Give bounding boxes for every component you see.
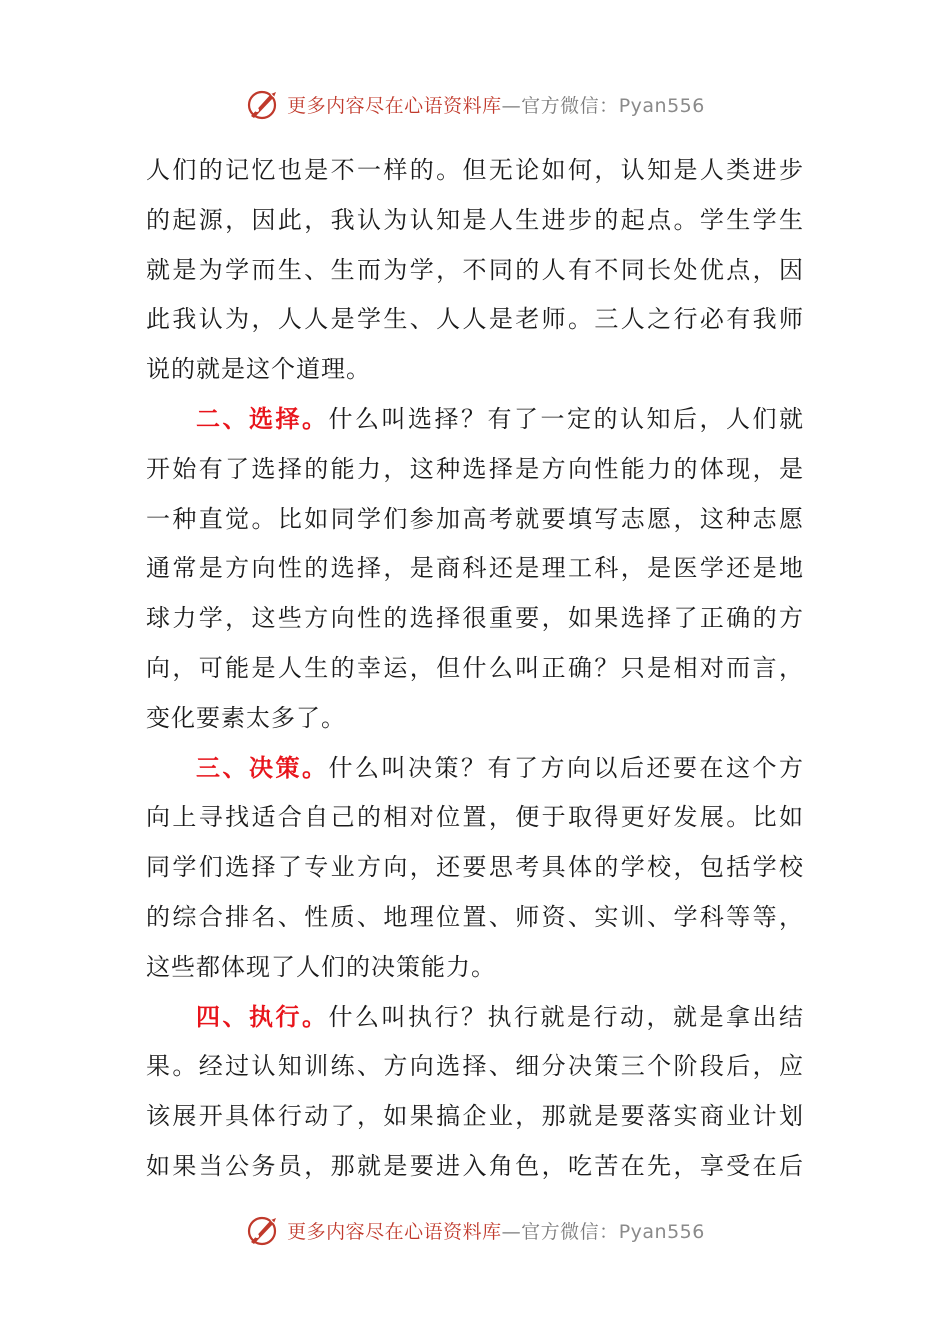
body-line: 一种直觉。比如同学们参加高考就要填写志愿，这种志愿 xyxy=(146,504,804,533)
body-line: 说的就是这个道理。 xyxy=(146,355,371,384)
paragraph-first-line: 四、执行。什么叫执行？执行就是行动，就是拿出结 xyxy=(196,1002,804,1031)
header-banner xyxy=(0,82,950,126)
paragraph-first-line: 二、选择。什么叫选择？有了一定的认知后，人们就 xyxy=(196,404,804,433)
banner-text: 更多内容尽在心语资料库—官方微信：Pyan556 xyxy=(287,94,705,117)
section-heading: 二、选择。 xyxy=(196,404,329,433)
body-line: 就是为学而生、生而为学，不同的人有不同长处优点，因 xyxy=(146,255,804,284)
body-line: 通常是方向性的选择，是商科还是理工科，是医学还是地 xyxy=(146,554,804,583)
body-line: 人们的记忆也是不一样的。但无论如何，认知是人类进步 xyxy=(146,156,804,184)
document-body xyxy=(146,146,804,1192)
body-line: 该展开具体行动了，如果搞企业，那就是要落实商业计划 xyxy=(146,1102,804,1131)
body-line: 向上寻找适合自己的相对位置，便于取得更好发展。比如 xyxy=(146,803,804,832)
body-line: 的综合排名、性质、地理位置、师资、实训、学科等等， xyxy=(146,902,804,931)
section-heading: 三、决策。 xyxy=(196,753,329,782)
body-line: 此我认为，人人是学生、人人是老师。三人之行必有我师 xyxy=(146,305,804,334)
body-line: 果。经过认知训练、方向选择、细分决策三个阶段后，应 xyxy=(146,1052,804,1081)
body-line: 开始有了选择的能力，这种选择是方向性能力的体现，是 xyxy=(146,454,804,483)
pen-logo-icon xyxy=(245,1212,281,1248)
body-line: 的起源，因此，我认为认知是人生进步的起点。学生学生 xyxy=(146,205,804,234)
body-line: 如果当公务员，那就是要进入角色，吃苦在先，享受在后 xyxy=(146,1151,804,1180)
section-heading: 四、执行。 xyxy=(196,1002,329,1031)
body-line: 这些都体现了人们的决策能力。 xyxy=(146,952,496,981)
body-line: 变化要素太多了。 xyxy=(146,703,346,732)
body-line: 球力学，这些方向性的选择很重要，如果选择了正确的方 xyxy=(146,604,804,633)
paragraph-first-line: 三、决策。什么叫决策？有了方向以后还要在这个方 xyxy=(196,753,804,782)
pen-logo-icon xyxy=(245,86,281,122)
footer-banner xyxy=(0,1208,950,1252)
body-line: 同学们选择了专业方向，还要思考具体的学校，包括学校 xyxy=(146,853,804,882)
banner-text: 更多内容尽在心语资料库—官方微信：Pyan556 xyxy=(287,1220,705,1243)
body-line: 向，可能是人生的幸运，但什么叫正确？只是相对而言， xyxy=(146,653,804,682)
